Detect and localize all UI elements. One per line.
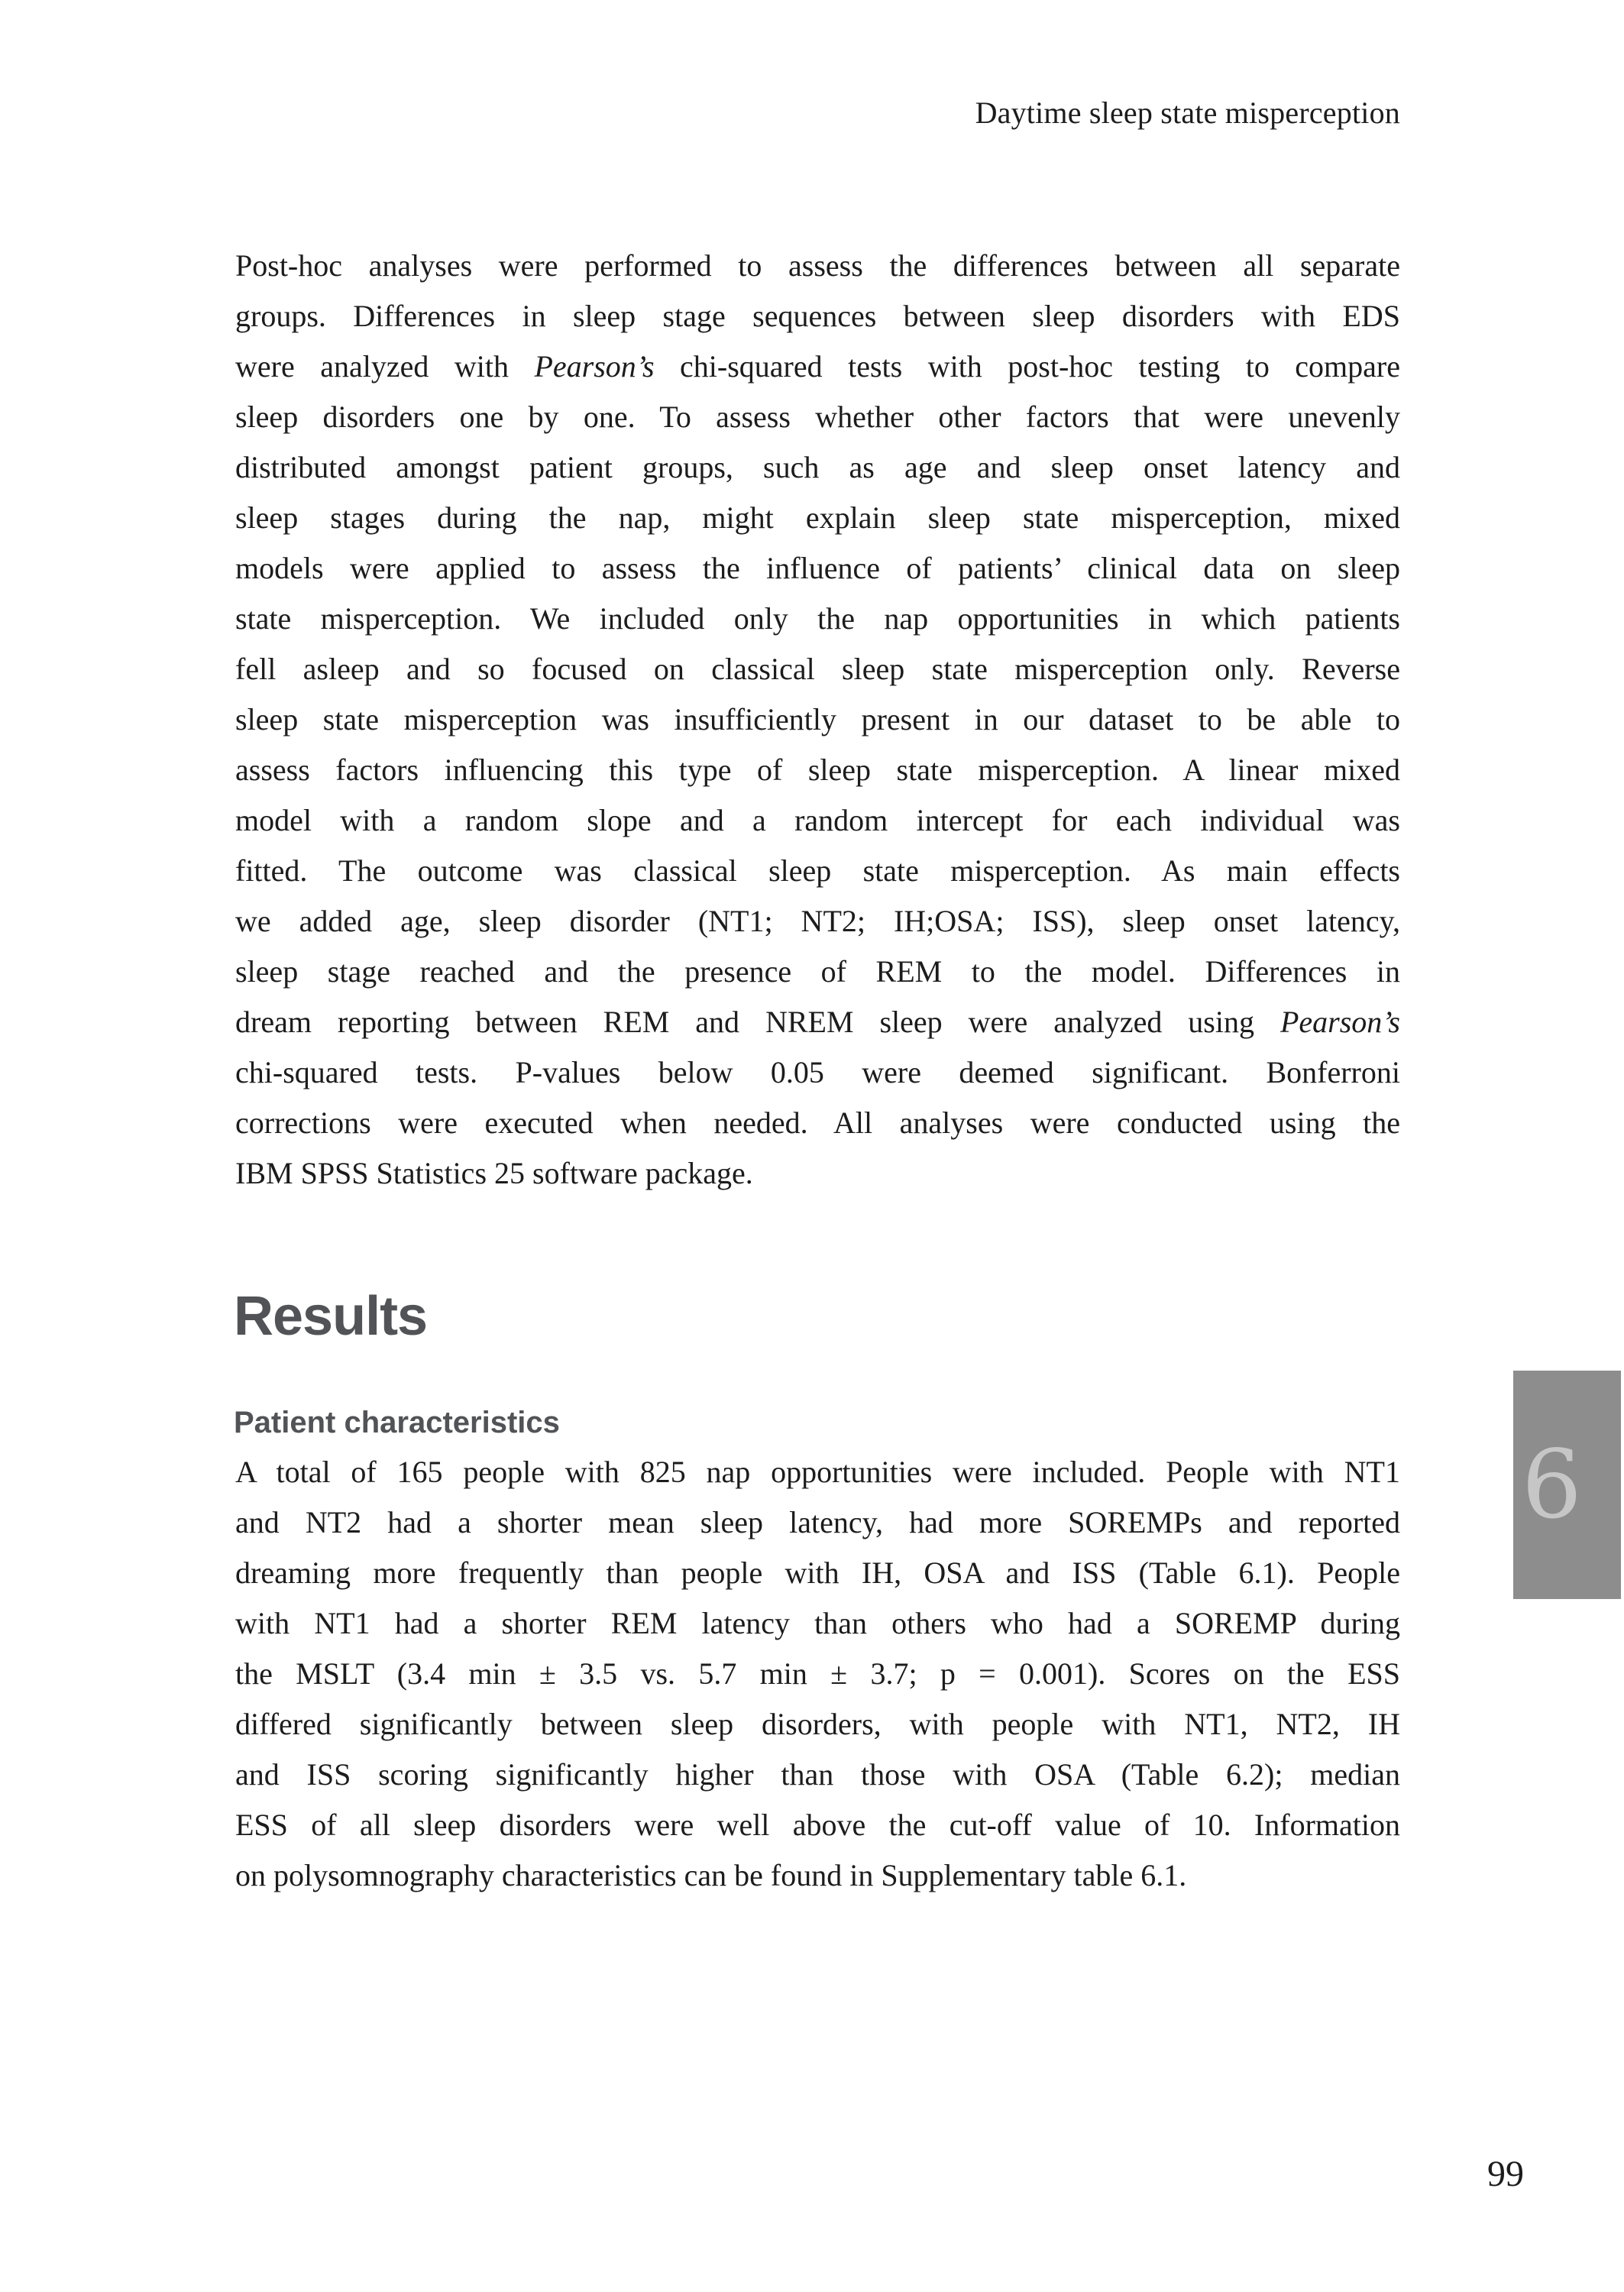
text-line [235, 392, 1400, 442]
text-segment: the MSLT (3.4 min ± 3.5 vs. 5.7 min ± 3.7; p = 0.001). Scores on the ESS [235, 1656, 1400, 1691]
text-line [235, 644, 1400, 694]
text-segment: chi-squared tests with post-hoc testing to compare [654, 349, 1400, 384]
italic-text-segment: Pearson’s [534, 349, 655, 384]
text-segment: corrections were executed when needed. All analyses were conducted using the [235, 1106, 1400, 1140]
text-segment: with NT1 had a shorter REM latency than others who had a SOREMP during [235, 1606, 1400, 1640]
chapter-number: 6 [1522, 1429, 1582, 1540]
text-line [235, 1098, 1400, 1148]
text-line [235, 1750, 1400, 1800]
methods-paragraph [235, 241, 1400, 1199]
text-line [235, 1850, 1400, 1901]
text-line [235, 543, 1400, 594]
text-line [235, 1598, 1400, 1649]
text-segment: sleep stages during the nap, might explain sleep state misperception, mixed [235, 500, 1400, 535]
text-segment: differed significantly between sleep disorders, with people with NT1, NT2, IH [235, 1707, 1400, 1741]
patient-characteristics-heading: Patient characteristics [234, 1406, 560, 1439]
running-header: Daytime sleep state misperception [975, 96, 1400, 130]
text-line [235, 1800, 1400, 1850]
patient-characteristics-paragraph [235, 1447, 1400, 1901]
text-segment: assess factors influencing this type of sleep state misperception. A linear mixed [235, 753, 1400, 787]
results-heading: Results [234, 1286, 428, 1347]
text-line [235, 1497, 1400, 1548]
page-number: 99 [1487, 2154, 1524, 2194]
text-line [235, 442, 1400, 493]
text-segment: state misperception. We included only the nap opportunities in which patients [235, 601, 1400, 636]
text-segment: fell asleep and so focused on classical sleep state misperception only. Reverse [235, 652, 1400, 686]
text-segment: on polysomnography characteristics can be found in Supplementary table 6.1. [235, 1858, 1187, 1892]
text-segment: A total of 165 people with 825 nap opportunities were included. People with NT1 [235, 1455, 1400, 1489]
text-segment: groups. Differences in sleep stage sequences between sleep disorders with EDS [235, 299, 1400, 333]
text-segment: we added age, sleep disorder (NT1; NT2; IH;OSA; ISS), sleep onset latency, [235, 904, 1400, 938]
text-line [235, 1699, 1400, 1750]
text-segment: distributed amongst patient groups, such as age and sleep onset latency and [235, 450, 1400, 484]
text-segment: Post-hoc analyses were performed to assess the differences between all separate [235, 248, 1400, 283]
text-line [235, 291, 1400, 342]
text-line [235, 896, 1400, 947]
text-segment: and NT2 had a shorter mean sleep latency, had more SOREMPs and reported [235, 1505, 1400, 1539]
text-segment: fitted. The outcome was classical sleep state misperception. As main effects [235, 853, 1400, 888]
text-segment: dreaming more frequently than people with IH, OSA and ISS (Table 6.1). People [235, 1556, 1400, 1590]
text-line [235, 1148, 1400, 1199]
chapter-tab [1513, 1371, 1621, 1599]
text-segment: and ISS scoring significantly higher than those with OSA (Table 6.2); median [235, 1757, 1400, 1792]
text-segment: IBM SPSS Statistics 25 software package. [235, 1156, 753, 1190]
text-line [235, 1447, 1400, 1497]
text-segment: model with a random slope and a random intercept for each individual was [235, 803, 1400, 837]
text-line [235, 745, 1400, 795]
text-segment: were analyzed with [235, 349, 535, 384]
text-segment: dream reporting between REM and NREM sleep were analyzed using [235, 1005, 1280, 1039]
text-segment: sleep disorders one by one. To assess whether other factors that were unevenly [235, 400, 1400, 434]
text-segment: sleep state misperception was insufficiently present in our dataset to be able to [235, 702, 1400, 736]
text-line [235, 1649, 1400, 1699]
text-line [235, 342, 1400, 392]
text-segment: sleep stage reached and the presence of REM to the model. Differences in [235, 954, 1400, 989]
text-line [235, 694, 1400, 745]
text-line [235, 1047, 1400, 1098]
text-line [235, 594, 1400, 644]
text-segment: ESS of all sleep disorders were well above the cut-off value of 10. Information [235, 1808, 1400, 1842]
text-segment: models were applied to assess the influence of patients’ clinical data on sleep [235, 551, 1400, 585]
text-line [235, 846, 1400, 896]
text-line [235, 997, 1400, 1047]
text-segment: chi-squared tests. P-values below 0.05 were deemed significant. Bonferroni [235, 1055, 1400, 1089]
text-line [235, 795, 1400, 846]
text-line [235, 947, 1400, 997]
text-line [235, 493, 1400, 543]
text-line [235, 1548, 1400, 1598]
text-line [235, 241, 1400, 291]
italic-text-segment: Pearson’s [1279, 1005, 1400, 1039]
